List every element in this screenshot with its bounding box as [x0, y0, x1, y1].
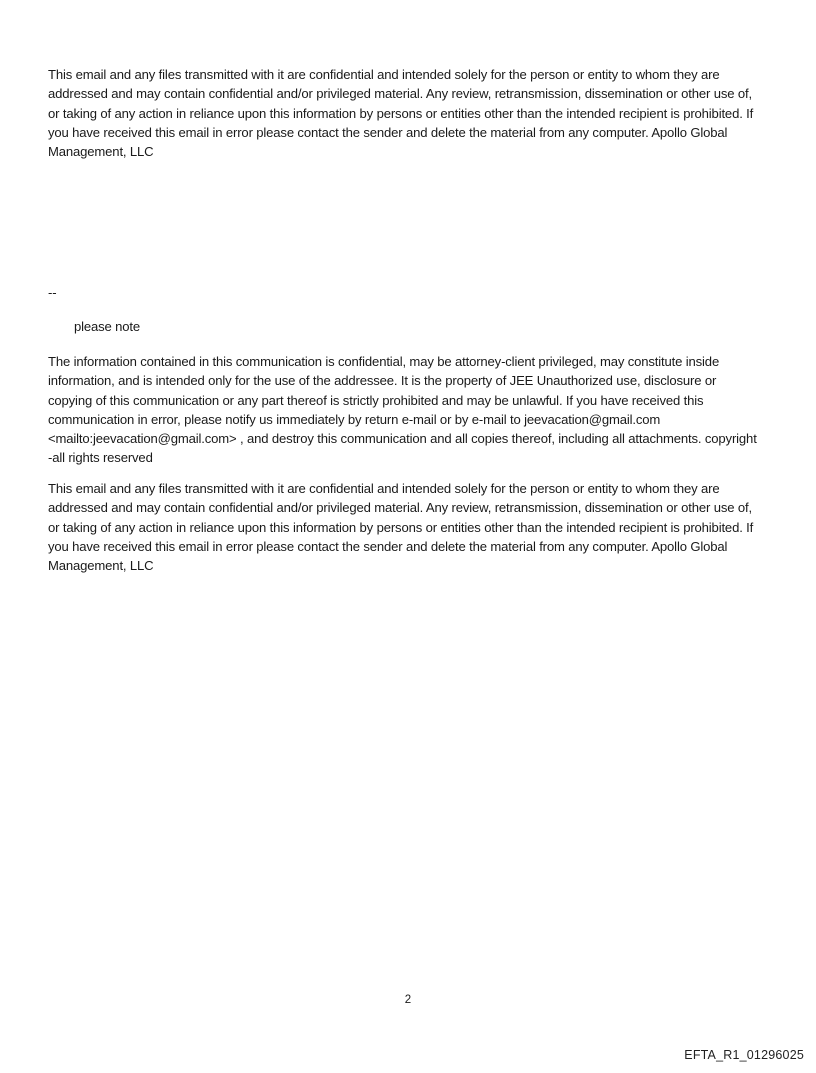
signature-separator: -- [48, 285, 57, 300]
confidentiality-disclaimer-repeat: This email and any files transmitted with it are confidential and intended solely for the person or entity to whom they are addressed and may contain confidential and/or privileged material. Any review, retransmission, dissemination or other use of, or taking of any action in reliance upon this information by persons or entities other than the intended recipient is prohibited. If you have received this email in error please contact the sender and delete the material from any computer. Apollo Global Management, LLC [48, 481, 754, 574]
confidentiality-disclaimer: This email and any files transmitted with it are confidential and intended solely for the person or entity to whom they are addressed and may contain confidential and/or privileged material. Any review, retransmission, dissemination or other use of, or taking of any action in reliance upon this information by persons or entities other than the intended recipient is prohibited. If you have received this email in error please contact the sender and delete the material from any computer. Apollo Global Management, LLC [48, 67, 754, 160]
document-id: EFTA_R1_01296025 [684, 1048, 804, 1062]
information-notice: The information contained in this communication is confidential, may be attorney-client privileged, may constitute inside information, and is intended only for the use of the addressee. It is the property of JEE Unauthorized use, disclosure or copying of this communication or any part thereof is strictly prohibited and may be unlawful. If you have received this communication in error, please notify us immediately by return e-mail or by e-mail to jeevacation@gmail.com <mailto:jeevacation@gmail.com> , and destroy this communication and all copies thereof, including all attachments. copyright -all rights reserved [48, 354, 757, 466]
page-number: 2 [404, 994, 412, 1006]
please-note-heading: please note [74, 319, 141, 334]
